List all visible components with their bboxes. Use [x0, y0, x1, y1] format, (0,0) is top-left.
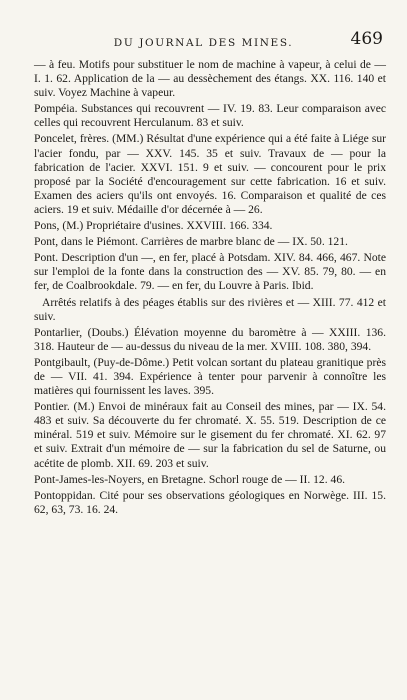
index-entry: Poncelet, frères. (MM.) Résultat d'une expérience qui a été faite à Liége sur l'acier fondu, par — XXV. 145. 35 et suiv. Travaux de — pour la fabrication de l'acier. XXVI. 151. 9 et suiv. — concourent pour le prix proposé par la Société d'encouragement sur cette fabrication. 16 et suiv. Examen des aciers qu'ils ont envoyés. 16. Comparaison et qualité de ces aciers. 19 et suiv. Médaille d'or décernée à — 26.: [34, 132, 386, 216]
running-title: DU JOURNAL DES MINES.: [113, 37, 294, 49]
index-entry: Pont, dans le Piémont. Carrières de marbre blanc de — IX. 50. 121.: [34, 235, 348, 249]
index-entry: Pontoppidan. Cité pour ses observations géologiques en Norwège. III. 15. 62, 63, 73. 16. 24.: [34, 488, 386, 516]
index-entry: Pompéia. Substances qui recouvrent — IV. 19. 83. Leur comparaison avec celles qui recouvrent Herculanum. 83 et suiv.: [34, 102, 386, 130]
index-entry: — à feu. Motifs pour substituer le nom de machine à vapeur, à celui de — I. 1. 62. Application de la — au dessèchement des étangs. XX. 116. 140 et suiv. Voyez Machine à vapeur.: [34, 58, 386, 100]
index-entry: Pons, (M.) Propriétaire d'usines. XXVIII. 166. 334.: [34, 219, 273, 233]
index-entry: Pontier. (M.) Envoi de minéraux fait au Conseil des mines, par — IX. 54. 483 et suiv. Sa découverte du fer chromaté. X. 55. 519. Description de ce minéral. 519 et suiv. Mémoire sur le gisement du fer chromaté. XI. 62. 97 et suiv. Extrait d'un mémoire de — sur la fabrication du sel de Saturne, ou acétite de plomb. XII. 69. 203 et suiv.: [34, 400, 386, 470]
page-number: 469: [350, 29, 383, 49]
index-entry: Pontgibault, (Puy-de-Dôme.) Petit volcan sortant du plateau granitique près de — VII. 41. 394. Expérience à tenter pour parvenir à connoître les matières qui fournissent les laves. 395.: [34, 355, 386, 398]
index-entry: Arrêtés relatifs à des péages établis sur des rivières et — XIII. 77. 412 et suiv.: [34, 295, 386, 323]
index-entry: Pontarlier, (Doubs.) Élévation moyenne du baromètre à — XXIII. 136. 318. Hauteur de — au-dessus du niveau de la mer. XVIII. 108. 380, 394.: [34, 325, 386, 353]
index-entry: Pont-James-les-Noyers, en Bretagne. Schorl rouge de — II. 12. 46.: [34, 472, 346, 486]
index-entries: [34, 58, 386, 519]
index-entry: Pont. Description d'un —, en fer, placé à Potsdam. XIV. 84. 466, 467. Note sur l'emploi de la fonte dans la construction des — XV. 85. 79, 80. — en fer, de Coalbrookdale. 79. — en fer, du Louvre à Paris. Ibid.: [34, 251, 386, 293]
